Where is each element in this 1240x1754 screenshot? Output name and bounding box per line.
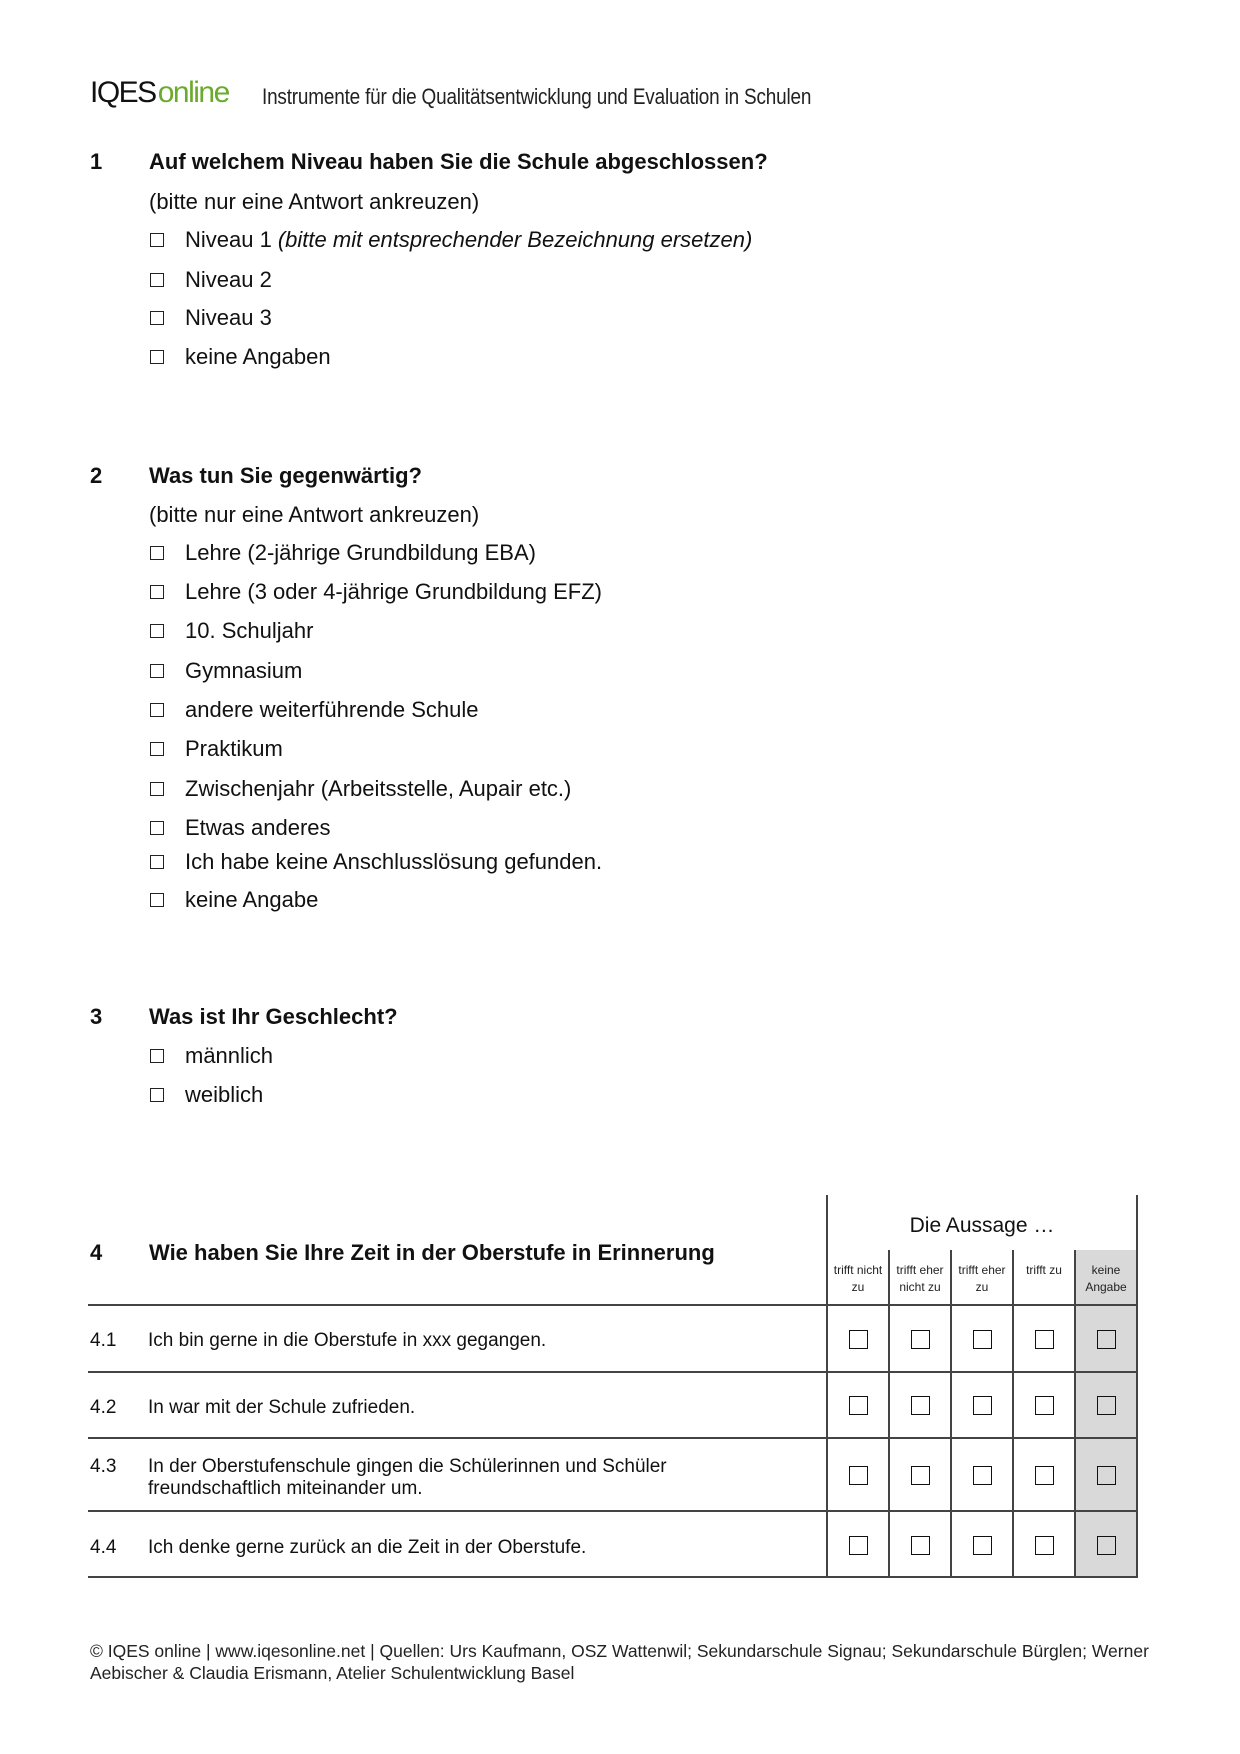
row-statement: In der Oberstufenschule gingen die Schülerinnen und Schüler freundschaftlich miteinander um.	[148, 1456, 667, 1499]
checkbox[interactable]	[150, 1088, 164, 1102]
table-divider	[1074, 1250, 1076, 1577]
column-header-line: keine	[1091, 1263, 1121, 1277]
column-header-trifft-eher-nicht-zu	[889, 1262, 951, 1296]
column-header-line: trifft eher	[958, 1263, 1006, 1277]
option-lehre-efz[interactable]	[150, 579, 602, 605]
rating-checkbox-trifft-zu[interactable]	[1035, 1536, 1054, 1555]
column-header-line: trifft eher	[896, 1263, 944, 1277]
rating-checkbox-trifft-nicht-zu[interactable]	[849, 1536, 868, 1555]
row-number: 4.2	[90, 1397, 117, 1418]
table-divider	[88, 1304, 1138, 1306]
checkbox[interactable]	[150, 821, 164, 835]
column-header-line: zu	[975, 1280, 989, 1294]
question-note: (bitte nur eine Antwort ankreuzen)	[149, 189, 480, 214]
rating-checkbox-trifft-zu[interactable]	[1035, 1396, 1054, 1415]
rating-checkbox-keine-angabe[interactable]	[1097, 1466, 1116, 1485]
option-label: weiblich	[185, 1082, 264, 1107]
rating-checkbox-trifft-eher-zu[interactable]	[973, 1466, 992, 1485]
question-number: 4	[90, 1240, 103, 1265]
rating-checkbox-keine-angabe[interactable]	[1097, 1330, 1116, 1349]
checkbox[interactable]	[150, 585, 164, 599]
checkbox[interactable]	[150, 273, 164, 287]
option-lehre-eba[interactable]	[150, 540, 536, 566]
rating-checkbox-trifft-nicht-zu[interactable]	[849, 1396, 868, 1415]
option-label: Ich habe keine Anschlusslösung gefunden.	[185, 849, 603, 874]
checkbox[interactable]	[150, 782, 164, 796]
question-number: 3	[90, 1004, 103, 1029]
option-label: Niveau 2	[185, 267, 272, 292]
question-number: 2	[90, 463, 103, 488]
option-gymnasium[interactable]	[150, 658, 302, 684]
rating-checkbox-trifft-eher-zu[interactable]	[973, 1536, 992, 1555]
row-number: 4.1	[90, 1330, 117, 1351]
checkbox[interactable]	[150, 233, 164, 247]
column-header-line: Angabe	[1085, 1280, 1127, 1294]
table-divider	[950, 1250, 952, 1577]
group-header: Die Aussage …	[909, 1214, 1055, 1237]
option-label: Lehre (3 oder 4-jährige Grundbildung EFZ)	[185, 579, 603, 604]
column-header-line: trifft nicht	[833, 1263, 883, 1277]
option-label: Gymnasium	[185, 658, 303, 683]
rating-checkbox-trifft-zu[interactable]	[1035, 1330, 1054, 1349]
question-title: Was ist Ihr Geschlecht?	[149, 1004, 398, 1029]
option-label: Niveau 1	[185, 227, 272, 252]
rating-checkbox-trifft-eher-nicht-zu[interactable]	[911, 1536, 930, 1555]
question-note: (bitte nur eine Antwort ankreuzen)	[149, 502, 480, 527]
question-number: 1	[90, 149, 103, 174]
option-hint: (bitte mit entsprechender Bezeichnung ersetzen)	[277, 227, 753, 252]
table-divider	[88, 1371, 1138, 1373]
column-header-trifft-eher-zu	[951, 1262, 1013, 1296]
column-header-keine-angabe	[1075, 1262, 1137, 1296]
option-label: Zwischenjahr (Arbeitsstelle, Aupair etc.)	[185, 776, 572, 801]
option-label: keine Angaben	[185, 344, 331, 369]
option-niveau-2[interactable]	[150, 267, 272, 293]
option-niveau-3[interactable]	[150, 305, 272, 331]
row-number: 4.3	[90, 1456, 117, 1477]
option-keine-angabe[interactable]	[150, 887, 318, 913]
question-title: Was tun Sie gegenwärtig?	[149, 463, 422, 488]
table-divider	[88, 1576, 1138, 1578]
option-niveau-1[interactable]	[150, 227, 752, 253]
table-divider	[826, 1195, 828, 1577]
rating-checkbox-trifft-zu[interactable]	[1035, 1466, 1054, 1485]
checkbox[interactable]	[150, 624, 164, 638]
option-praktikum[interactable]	[150, 736, 283, 762]
column-header-trifft-nicht-zu	[827, 1262, 889, 1296]
option-label: Etwas anderes	[185, 815, 331, 840]
option-zwischenjahr[interactable]	[150, 776, 571, 802]
logo-accent: online	[157, 76, 229, 109]
question-title: Wie haben Sie Ihre Zeit in der Oberstufe in Erinnerung	[149, 1240, 715, 1265]
rating-checkbox-trifft-eher-zu[interactable]	[973, 1330, 992, 1349]
option-keine-anschlussloesung[interactable]	[150, 849, 602, 875]
option-label: Lehre (2-jährige Grundbildung EBA)	[185, 540, 536, 565]
option-etwas-anderes[interactable]	[150, 815, 331, 841]
checkbox[interactable]	[150, 546, 164, 560]
row-statement: Ich bin gerne in die Oberstufe in xxx gegangen.	[148, 1330, 547, 1351]
header-subtitle: Instrumente für die Qualitätsentwicklung und Evaluation in Schulen	[262, 84, 812, 109]
rating-checkbox-trifft-eher-nicht-zu[interactable]	[911, 1466, 930, 1485]
checkbox[interactable]	[150, 893, 164, 907]
column-header-line: zu	[851, 1280, 865, 1294]
option-label: Praktikum	[185, 736, 283, 761]
option-weiblich[interactable]	[150, 1082, 263, 1108]
iqes-logo	[90, 76, 229, 110]
column-header-trifft-zu	[1013, 1262, 1075, 1279]
option-keine-angaben[interactable]	[150, 344, 331, 370]
table-divider	[88, 1437, 1138, 1439]
column-header-line: trifft zu	[1026, 1263, 1062, 1277]
rating-checkbox-trifft-eher-zu[interactable]	[973, 1396, 992, 1415]
footer-credits: © IQES online | www.iqesonline.net | Quellen: Urs Kaufmann, OSZ Wattenwil; Sekundarschule Signau; Sekundarschule Bürglen; Werner Aebischer & Claudia Erismann, Atelier Schulentwicklung Basel	[90, 1641, 1149, 1683]
checkbox[interactable]	[150, 350, 164, 364]
rating-checkbox-keine-angabe[interactable]	[1097, 1396, 1116, 1415]
option-10-schuljahr[interactable]	[150, 618, 313, 644]
row-statement: In war mit der Schule zufrieden.	[148, 1397, 416, 1418]
table-divider	[888, 1250, 890, 1577]
rating-checkbox-trifft-nicht-zu[interactable]	[849, 1466, 868, 1485]
row-statement: Ich denke gerne zurück an die Zeit in der Oberstufe.	[148, 1537, 587, 1558]
option-maennlich[interactable]	[150, 1043, 273, 1069]
option-label: 10. Schuljahr	[185, 618, 314, 643]
rating-checkbox-trifft-nicht-zu[interactable]	[849, 1330, 868, 1349]
row-number: 4.4	[90, 1537, 117, 1558]
checkbox[interactable]	[150, 855, 164, 869]
question-title: Auf welchem Niveau haben Sie die Schule abgeschlossen?	[149, 149, 768, 174]
column-header-line: nicht zu	[899, 1280, 941, 1294]
option-label: keine Angabe	[185, 887, 319, 912]
table-divider	[88, 1510, 1138, 1512]
rating-checkbox-trifft-eher-nicht-zu[interactable]	[911, 1396, 930, 1415]
checkbox[interactable]	[150, 311, 164, 325]
checkbox[interactable]	[150, 742, 164, 756]
option-label: Niveau 3	[185, 305, 272, 330]
option-label: männlich	[185, 1043, 274, 1068]
option-andere-schule[interactable]	[150, 697, 479, 723]
table-divider	[1136, 1195, 1138, 1577]
logo-main: IQES	[90, 76, 156, 109]
checkbox[interactable]	[150, 664, 164, 678]
checkbox[interactable]	[150, 1049, 164, 1063]
checkbox[interactable]	[150, 703, 164, 717]
option-label: andere weiterführende Schule	[185, 697, 479, 722]
table-divider	[1012, 1250, 1014, 1577]
rating-checkbox-keine-angabe[interactable]	[1097, 1536, 1116, 1555]
rating-checkbox-trifft-eher-nicht-zu[interactable]	[911, 1330, 930, 1349]
